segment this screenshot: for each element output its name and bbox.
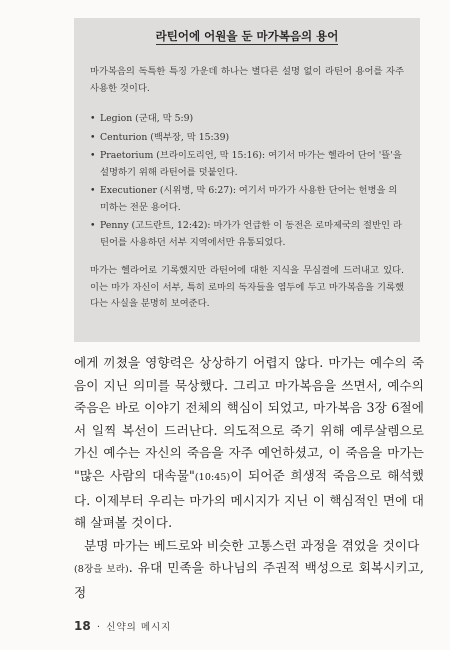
term-item-centurion: • Centurion (백부장, 막 15:39) xyxy=(90,130,404,147)
term-item-penny: • Penny (고드란트, 12:42): 마가가 언급한 이 동전은 로마제국의 절반인 라틴어를 사용하던 서부 지역에서만 유통되었다. xyxy=(90,218,404,251)
page-footer xyxy=(74,619,171,633)
body-paragraph-1-text: 에게 끼쳤을 영향력은 상상하기 어렵지 않다. 마가는 예수의 죽음이 지닌 의미를 묵상했다. 그리고 마가복음을 쓰면서, 예수의 죽음은 바로 이야기 전체의 핵심이 되었고, 마가복음 3장 6절에서 일찍 복선이 드러난다. 의도적으로 죽기 위해 예루살렘으로 가신 예수는 자신의 죽음을 자주 예언하셨고, 이 죽음을 마가는 "많은 사람의 대속물" xyxy=(74,355,424,483)
body-paragraph-1-end: 이 되어준 희생적 죽음으로 해석했다. 이제부터 우리는 마가의 메시지가 지닌 이 핵심적인 면에 대해 살펴볼 것이다. xyxy=(74,467,424,531)
body-paragraph-1 xyxy=(74,352,424,535)
footer-separator: · xyxy=(96,622,101,633)
running-title: 신약의 메시지 xyxy=(106,622,172,633)
sidebar-title-text: 라틴어에 어원을 둔 마가복음의 용어 xyxy=(155,29,339,43)
main-text xyxy=(74,352,424,605)
term-item-executioner: • Executioner (시위병, 막 6:27): 여기서 마가가 사용한 단어는 헌병을 의미하는 전문 용어다. xyxy=(90,183,404,216)
scripture-reference: (10:45) xyxy=(194,471,231,483)
term-item-praetorium: • Praetorium (브라이도리언, 막 15:16): 여기서 마가는 헬라어 단어 '뜰'을 설명하기 위해 라틴어를 덧붙인다. xyxy=(90,148,404,181)
page-number: 18 xyxy=(74,619,91,633)
body-paragraph-2 xyxy=(74,535,424,605)
sidebar-intro: 마가복음의 독특한 특징 가운데 하나는 별다른 설명 없이 라틴어 용어를 자주 사용한 것이다. xyxy=(90,66,404,94)
sidebar-title xyxy=(90,28,404,44)
term-item-legion: • Legion (군대, 막 5:9) xyxy=(90,111,404,128)
sidebar-outro: 마가는 헬라어로 기록했지만 라틴어에 대한 지식을 무심결에 드러내고 있다. 이는 마가 자신이 서부, 특히 로마의 독자들을 염두에 두고 마가복음을 기록했다는 사실을 분명히 보여준다. xyxy=(90,265,404,309)
body-paragraph-2-text: 분명 마가는 베드로와 비슷한 고통스런 과정을 겪었을 것이다 xyxy=(84,537,420,553)
sidebar-box xyxy=(74,18,420,342)
chapter-reference: (8장을 보라) xyxy=(74,564,129,576)
sidebar-term-list xyxy=(90,111,404,251)
body-paragraph-2-end: . 유대 민족을 하나님의 주권적 백성으로 회복시키고, 정 xyxy=(74,560,424,600)
